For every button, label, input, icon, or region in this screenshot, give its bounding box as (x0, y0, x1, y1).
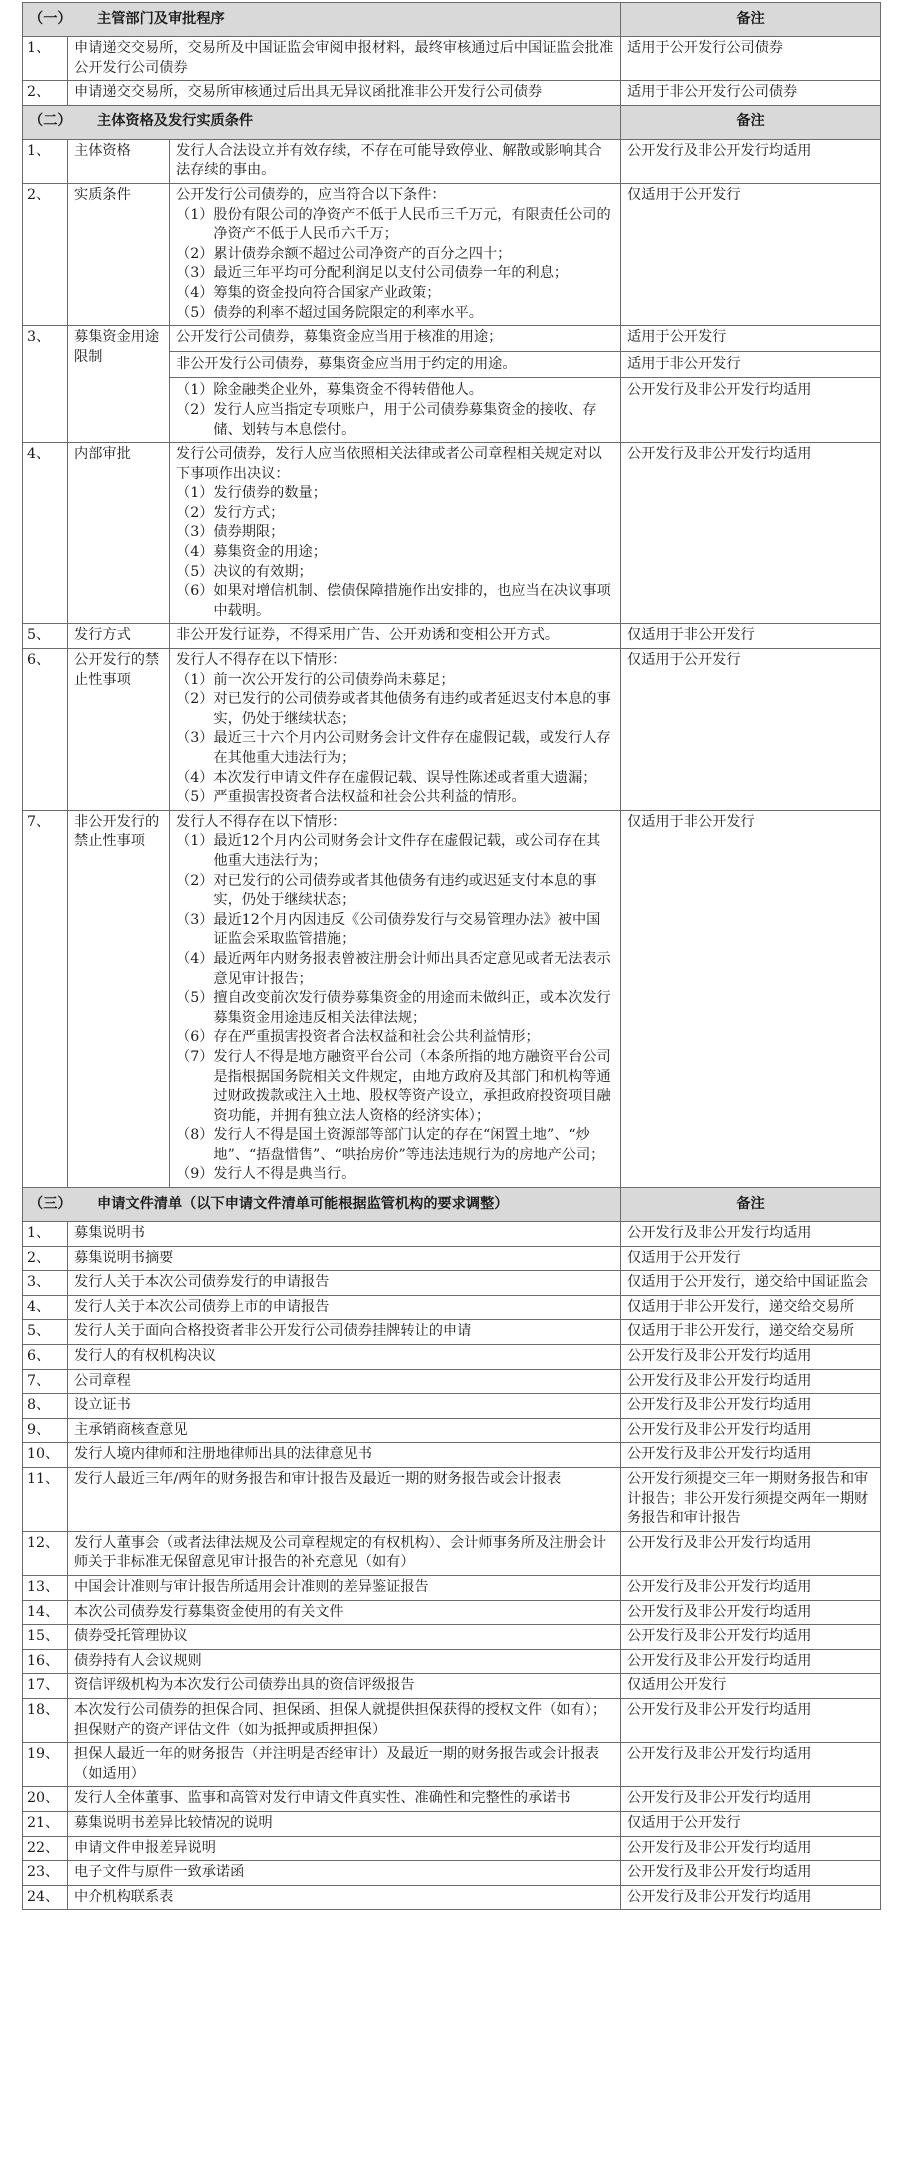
table-row: 12、 发行人董事会（或者法律法规及公司章程规定的有权机构）、会计师事务所及注册会计师关于非标准无保留意见审计报告的补充意见（如有） 公开发行及非公开发行均适用 (23, 1531, 881, 1575)
table-row: 22、 申请文件申报差异说明 公开发行及非公开发行均适用 (23, 1836, 881, 1861)
note-header-1: 备注 (621, 3, 881, 37)
list-item: （2） 发行人应当指定专项账户，用于公司债券募集资金的接收、存储、划转与本息偿付。 (176, 401, 597, 438)
list-item: （1） 除金融类企业外，募集资金不得转借他人。 (176, 382, 483, 399)
table-row: 10、 发行人境内律师和注册地律师出具的法律意见书 公开发行及非公开发行均适用 (23, 1443, 881, 1468)
list-item: （2） 对已发行的公司债券或者其他债务有违约或迟延支付本息的事实，仍处于继续状态； (176, 872, 597, 909)
list-item: （7） 发行人不得是地方融资平台公司（本条所指的地方融资平台公司是指根据国务院相关文件规定，由地方政府及其部门和机构等通过财政拨款或注入土地、股权等资产设立，承担政府投资项目融资功能，并拥有独立法人资格的经济实体）； (176, 1048, 611, 1124)
table-row: 23、 电子文件与原件一致承诺函 公开发行及非公开发行均适用 (23, 1861, 881, 1886)
table-row: 19、 担保人最近一年的财务报告（并注明是否经审计）及最近一期的财务报告或会计报表（如适用） 公开发行及非公开发行均适用 (23, 1743, 881, 1787)
list-item: （6） 存在严重损害投资者合法权益和社会公共利益情形； (176, 1029, 540, 1046)
table-row: 9、 主承销商核查意见 公开发行及非公开发行均适用 (23, 1418, 881, 1443)
list-item: （2） 累计债券余额不超过公司净资产的百分之四十； (176, 245, 512, 262)
table-row: 3、 发行人关于本次公司债券发行的申请报告 仅适用于公开发行，递交给中国证监会 (23, 1271, 881, 1296)
table-row: 5、 发行人关于面向合格投资者非公开发行公司债券挂牌转让的申请 仅适用于非公开发行，递交给交易所 (23, 1320, 881, 1345)
list-item: （5） 债券的利率不超过国务院限定的利率水平。 (176, 304, 483, 321)
table-row: 3、 募集资金用途限制 公开发行公司债券，募集资金应当用于核准的用途； 非公开发行公司债券，募集资金应当用于约定的用途。 （1） 除金融类企业外，募集资金不得转借他人。 （2） 发行人应当指定专项账户，用于公司债券募集资金的接收、存储、划转与本息偿付。 适用于公开发行 适用于非公开发行 公开发行及非公开发行均适用 (23, 326, 881, 443)
list-item: （1） 发行债券的数量； (176, 485, 327, 502)
table-row: 5、 发行方式 非公开发行证券，不得采用广告、公开劝诱和变相公开方式。 仅适用于非公开发行 (23, 624, 881, 649)
list-item: （8） 发行人不得是国土资源部等部门认定的存在“闲置土地”、“炒地”、“捂盘惜售”、“哄抬房价”等违法违规行为的房地产公司； (176, 1127, 605, 1163)
list-item: （3） 最近三十六个月内公司财务会计文件存在虚假记载，或发行人存在其他重大违法行为； (176, 730, 611, 766)
table-row: 14、 本次公司债券发行募集资金使用的有关文件 公开发行及非公开发行均适用 (23, 1600, 881, 1625)
table-row: 1、 募集说明书 公开发行及非公开发行均适用 (23, 1222, 881, 1247)
table-row: 2、 募集说明书摘要 仅适用于公开发行 (23, 1246, 881, 1271)
list-item: （1） 股份有限公司的净资产不低于人民币三千万元，有限责任公司的净资产不低于人民币六千万； (176, 206, 611, 243)
list-item: （2） 发行方式； (176, 504, 285, 521)
table-row: 20、 发行人全体董事、监事和高管对发行申请文件真实性、准确性和完整性的承诺书 公开发行及非公开发行均适用 (23, 1787, 881, 1812)
list-item: （4） 筹集的资金投向符合国家产业政策； (176, 284, 441, 301)
list-item: （4） 最近两年内财务报表曾被注册会计师出具否定意见或者无法表示意见审计报告； (176, 950, 611, 987)
table-row: 17、 资信评级机构为本次发行公司债券出具的资信评级报告 仅适用公开发行 (23, 1674, 881, 1699)
section-title-1: （一） 主管部门及审批程序 (23, 3, 621, 37)
table-row: 18、 本次发行公司债券的担保合同、担保函、担保人就提供担保获得的授权文件（如有）；担保财产的资产评估文件（如为抵押或质押担保） 公开发行及非公开发行均适用 (23, 1698, 881, 1742)
section-header-2 (23, 105, 881, 139)
section-title-2: （二） 主体资格及发行实质条件 (23, 105, 621, 139)
list-item: （3） 最近12个月内因违反《公司债券发行与交易管理办法》被中国证监会采取监管措施； (176, 911, 601, 948)
table-row: 13、 中国会计准则与审计报告所适用会计准则的差异鉴证报告 公开发行及非公开发行均适用 (23, 1575, 881, 1600)
table-row: 4、 发行人关于本次公司债券上市的申请报告 仅适用于非公开发行，递交给交易所 (23, 1295, 881, 1320)
list-item: （4） 本次发行申请文件存在虚假记载、误导性陈述或者重大遗漏； (176, 769, 597, 786)
list-item: （2） 对已发行的公司债券或者其他债务有违约或者延迟支付本息的事实，仍处于继续状态； (176, 691, 611, 727)
note-header-2: 备注 (621, 105, 881, 139)
table-row: 4、 内部审批 发行公司债券，发行人应当依照相关法律或者公司章程相关规定对以下事项作出决议： （1） 发行债券的数量； （2） 发行方式； （3） 债券期限； （4） 募集资金的用途； （5） 决议的有效期； （6） 如果对增信机制、偿债保障措施作出安排的，也应当在决议事项中载明。 公开发行及非公开发行均适用 (23, 443, 881, 624)
table-row: 11、 发行人最近三年/两年的财务报告和审计报告及最近一期的财务报告或会计报表 公开发行须提交三年一期财务报告和审计报告；非公开发行须提交两年一期财务报告和审计报告 (23, 1468, 881, 1532)
table-row: 6、 公开发行的禁止性事项 发行人不得存在以下情形： （1） 前一次公开发行的公司债券尚未募足； （2） 对已发行的公司债券或者其他债务有违约或者延迟支付本息的事实，仍处于继续状态； （3） 最近三十六个月内公司财务会计文件存在虚假记载，或发行人存在其他重大违法行为； （4） 本次发行申请文件存在虚假记载、误导性陈述或者重大遗漏； （5） 严重损害投资者合法权益和社会公共利益的情形。 仅适用于公开发行 (23, 649, 881, 811)
section-header-3 (23, 1188, 881, 1222)
list-item: （1） 最近12个月内公司财务会计文件存在虚假记载，或公司存在其他重大违法行为； (176, 833, 601, 869)
list-item: （5） 决议的有效期； (176, 563, 313, 580)
list-item: （3） 最近三年平均可分配利润足以支付公司债券一年的利息； (176, 265, 569, 282)
note-header-3: 备注 (621, 1188, 881, 1222)
table-row: 2、 申请递交交易所，交易所审核通过后出具无异议函批准非公开发行公司债券 适用于非公开发行公司债券 (23, 81, 881, 106)
table-row: 1、 申请递交交易所，交易所及中国证监会审阅申报材料，最终审核通过后中国证监会批准公开发行公司债券 适用于公开发行公司债券 (23, 37, 881, 81)
table-row: 8、 设立证书 公开发行及非公开发行均适用 (23, 1394, 881, 1419)
table-row: 2、 实质条件 公开发行公司债券的，应当符合以下条件： （1） 股份有限公司的净资产不低于人民币三千万元，有限责任公司的净资产不低于人民币六千万； （2） 累计债券余额不超过公司净资产的百分之四十； （3） 最近三年平均可分配利润足以支付公司债券一年的利息； （4） 筹集的资金投向符合国家产业政策； （5） 债券的利率不超过国务院限定的利率水平。 仅适用于公开发行 (23, 183, 881, 325)
table-row: 24、 中介机构联系表 公开发行及非公开发行均适用 (23, 1885, 881, 1910)
section-header-1 (23, 3, 881, 37)
table-row: 16、 债券持有人会议规则 公开发行及非公开发行均适用 (23, 1649, 881, 1674)
table-row: 7、 非公开发行的禁止性事项 发行人不得存在以下情形： （1） 最近12个月内公司财务会计文件存在虚假记载，或公司存在其他重大违法行为； （2） 对已发行的公司债券或者其他债务有违约或迟延支付本息的事实，仍处于继续状态； （3） 最近12个月内因违反《公司债券发行与交易管理办法》被中国证监会采取监管措施； （4） 最近两年内财务报表曾被注册会计师出具否定意见或者无法表示意见审计报告； （5） 擅自改变前次发行债券募集资金的用途而未做纠正，或本次发行募集资金用途违反相关法律法规； （6） 存在严重损害投资者合法权益和社会公共利益情形； （7） 发行人不得是地方融资平台公司（本条所指的地方融资平台公司是指根据国务院相关文件规定，由地方政府及其部门和机构等通过财政拨款或注入土地、股权等资产设立，承担政府投资项目融资功能，并拥有独立法人资格的经济实体）； （8） 发行人不得是国土资源部等部门认定的存在“闲置土地”、“炒地”、“捂盘惜售”、“哄抬房价”等违法违规行为的房地产公司； （9） 发行人不得是典当行。 仅适用于非公开发行 (23, 810, 881, 1187)
table-row: 21、 募集说明书差异比较情况的说明 仅适用于公开发行 (23, 1811, 881, 1836)
list-item: （9） 发行人不得是典当行。 (176, 1166, 356, 1183)
list-item: （3） 债券期限； (176, 524, 285, 541)
table-row: 1、 主体资格 发行人合法设立并有效存续，不存在可能导致停业、解散或影响其合法存续的事由。 公开发行及非公开发行均适用 (23, 139, 881, 183)
bond-issuance-table (22, 2, 881, 1910)
list-item: （5） 擅自改变前次发行债券募集资金的用途而未做纠正，或本次发行募集资金用途违反相关法律法规； (176, 990, 611, 1026)
table-row: 15、 债券受托管理协议 公开发行及非公开发行均适用 (23, 1625, 881, 1650)
table-row: 7、 公司章程 公开发行及非公开发行均适用 (23, 1369, 881, 1394)
list-item: （6） 如果对增信机制、偿债保障措施作出安排的，也应当在决议事项中载明。 (176, 583, 611, 619)
list-item: （5） 严重损害投资者合法权益和社会公共利益的情形。 (176, 789, 526, 806)
list-item: （1） 前一次公开发行的公司债券尚未募足； (176, 671, 455, 688)
list-item: （4） 募集资金的用途； (176, 544, 327, 561)
table-row: 6、 发行人的有权机构决议 公开发行及非公开发行均适用 (23, 1345, 881, 1370)
section-title-3: （三） 申请文件清单（以下申请文件清单可能根据监管机构的要求调整） (23, 1188, 621, 1222)
